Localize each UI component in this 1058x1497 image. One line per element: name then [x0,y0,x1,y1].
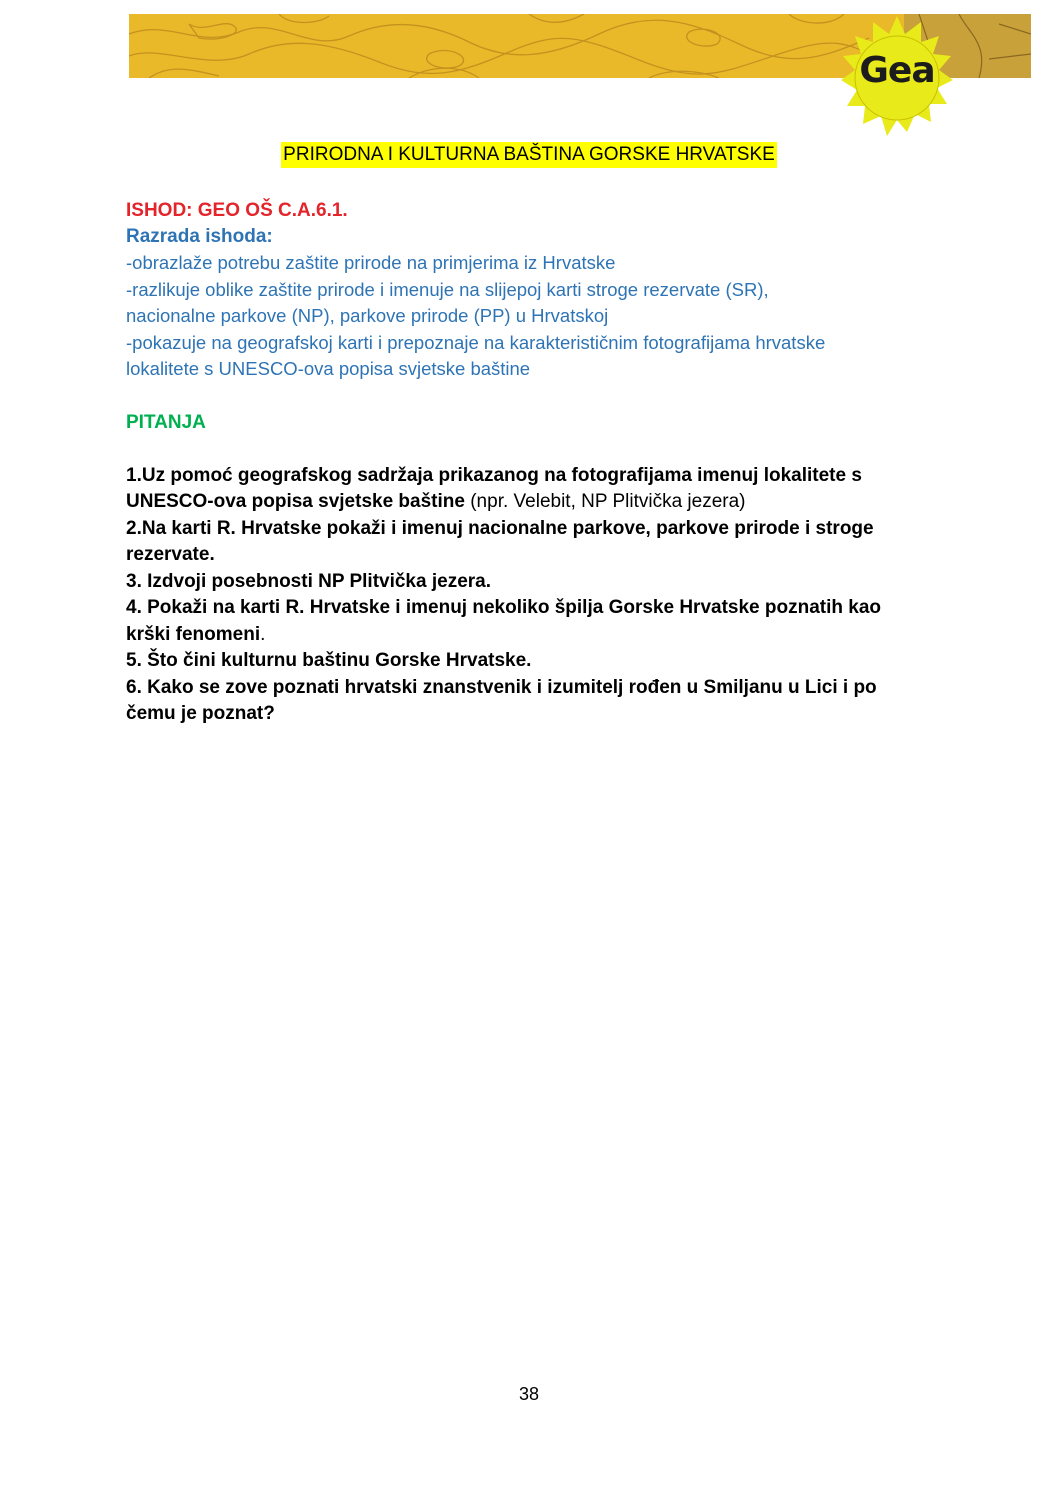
question-line [126,622,956,649]
question-line: 3. Izdvoji posebnosti NP Plitvička jezera. [126,570,491,592]
questions-list [126,463,956,728]
razrada-item: lokalitete s UNESCO-ova popisa svjetske baštine [126,358,531,379]
question-example: (npr. Velebit, NP Plitvička jezera) [470,491,746,512]
pitanja-heading: PITANJA [126,411,206,433]
question-line: 4. Pokaži na karti R. Hrvatske i imenuj nekoliko špilja Gorske Hrvatske poznatih kao [126,597,881,618]
razrada-item: -obrazlaže potrebu zaštite prirode na primjerima iz Hrvatske [126,252,616,273]
razrada-item: -pokazuje na geografskoj karti i prepoznaje na karakterističnim fotografijama hrvatske [126,331,826,353]
logo-text: Gea [859,50,935,91]
question-period: . [260,623,266,645]
question-line: rezervate. [126,544,215,565]
question-line: 1.Uz pomoć geografskog sadržaja prikazanog na fotografijama imenuj lokalitete s [126,464,862,486]
question-text: krški fenomeni [126,623,261,645]
razrada-heading: Razrada ishoda: [126,226,273,247]
question-line: 6. Kako se zove poznati hrvatski znanstvenik i izumitelj rođen u Smiljanu u Lici i po [126,676,877,698]
question-line [126,489,956,516]
question-line: 5. Što čini kulturnu baštinu Gorske Hrvatske. [126,650,532,671]
question-line: čemu je poznat? [126,703,275,724]
ishod-heading: ISHOD: GEO OŠ C.A.6.1. [126,200,348,221]
title-container [0,142,1058,168]
razrada-item: nacionalne parkove (NP), parkove prirode (PP) u Hrvatskoj [126,305,609,326]
question-text: UNESCO-ova popisa svjetske baštine [126,491,465,512]
gea-logo [841,16,953,138]
question-line: 2.Na karti R. Hrvatske pokaži i imenuj nacionalne parkove, parkove prirode i stroge [126,517,874,539]
page-title: PRIRODNA I KULTURNA BAŠTINA GORSKE HRVATSKE [281,142,777,168]
razrada-item: -razlikuje oblike zaštite prirode i imenuje na slijepoj karti stroge rezervate (SR), [126,278,769,300]
page-number: 38 [518,1384,540,1404]
main-content [126,198,956,728]
